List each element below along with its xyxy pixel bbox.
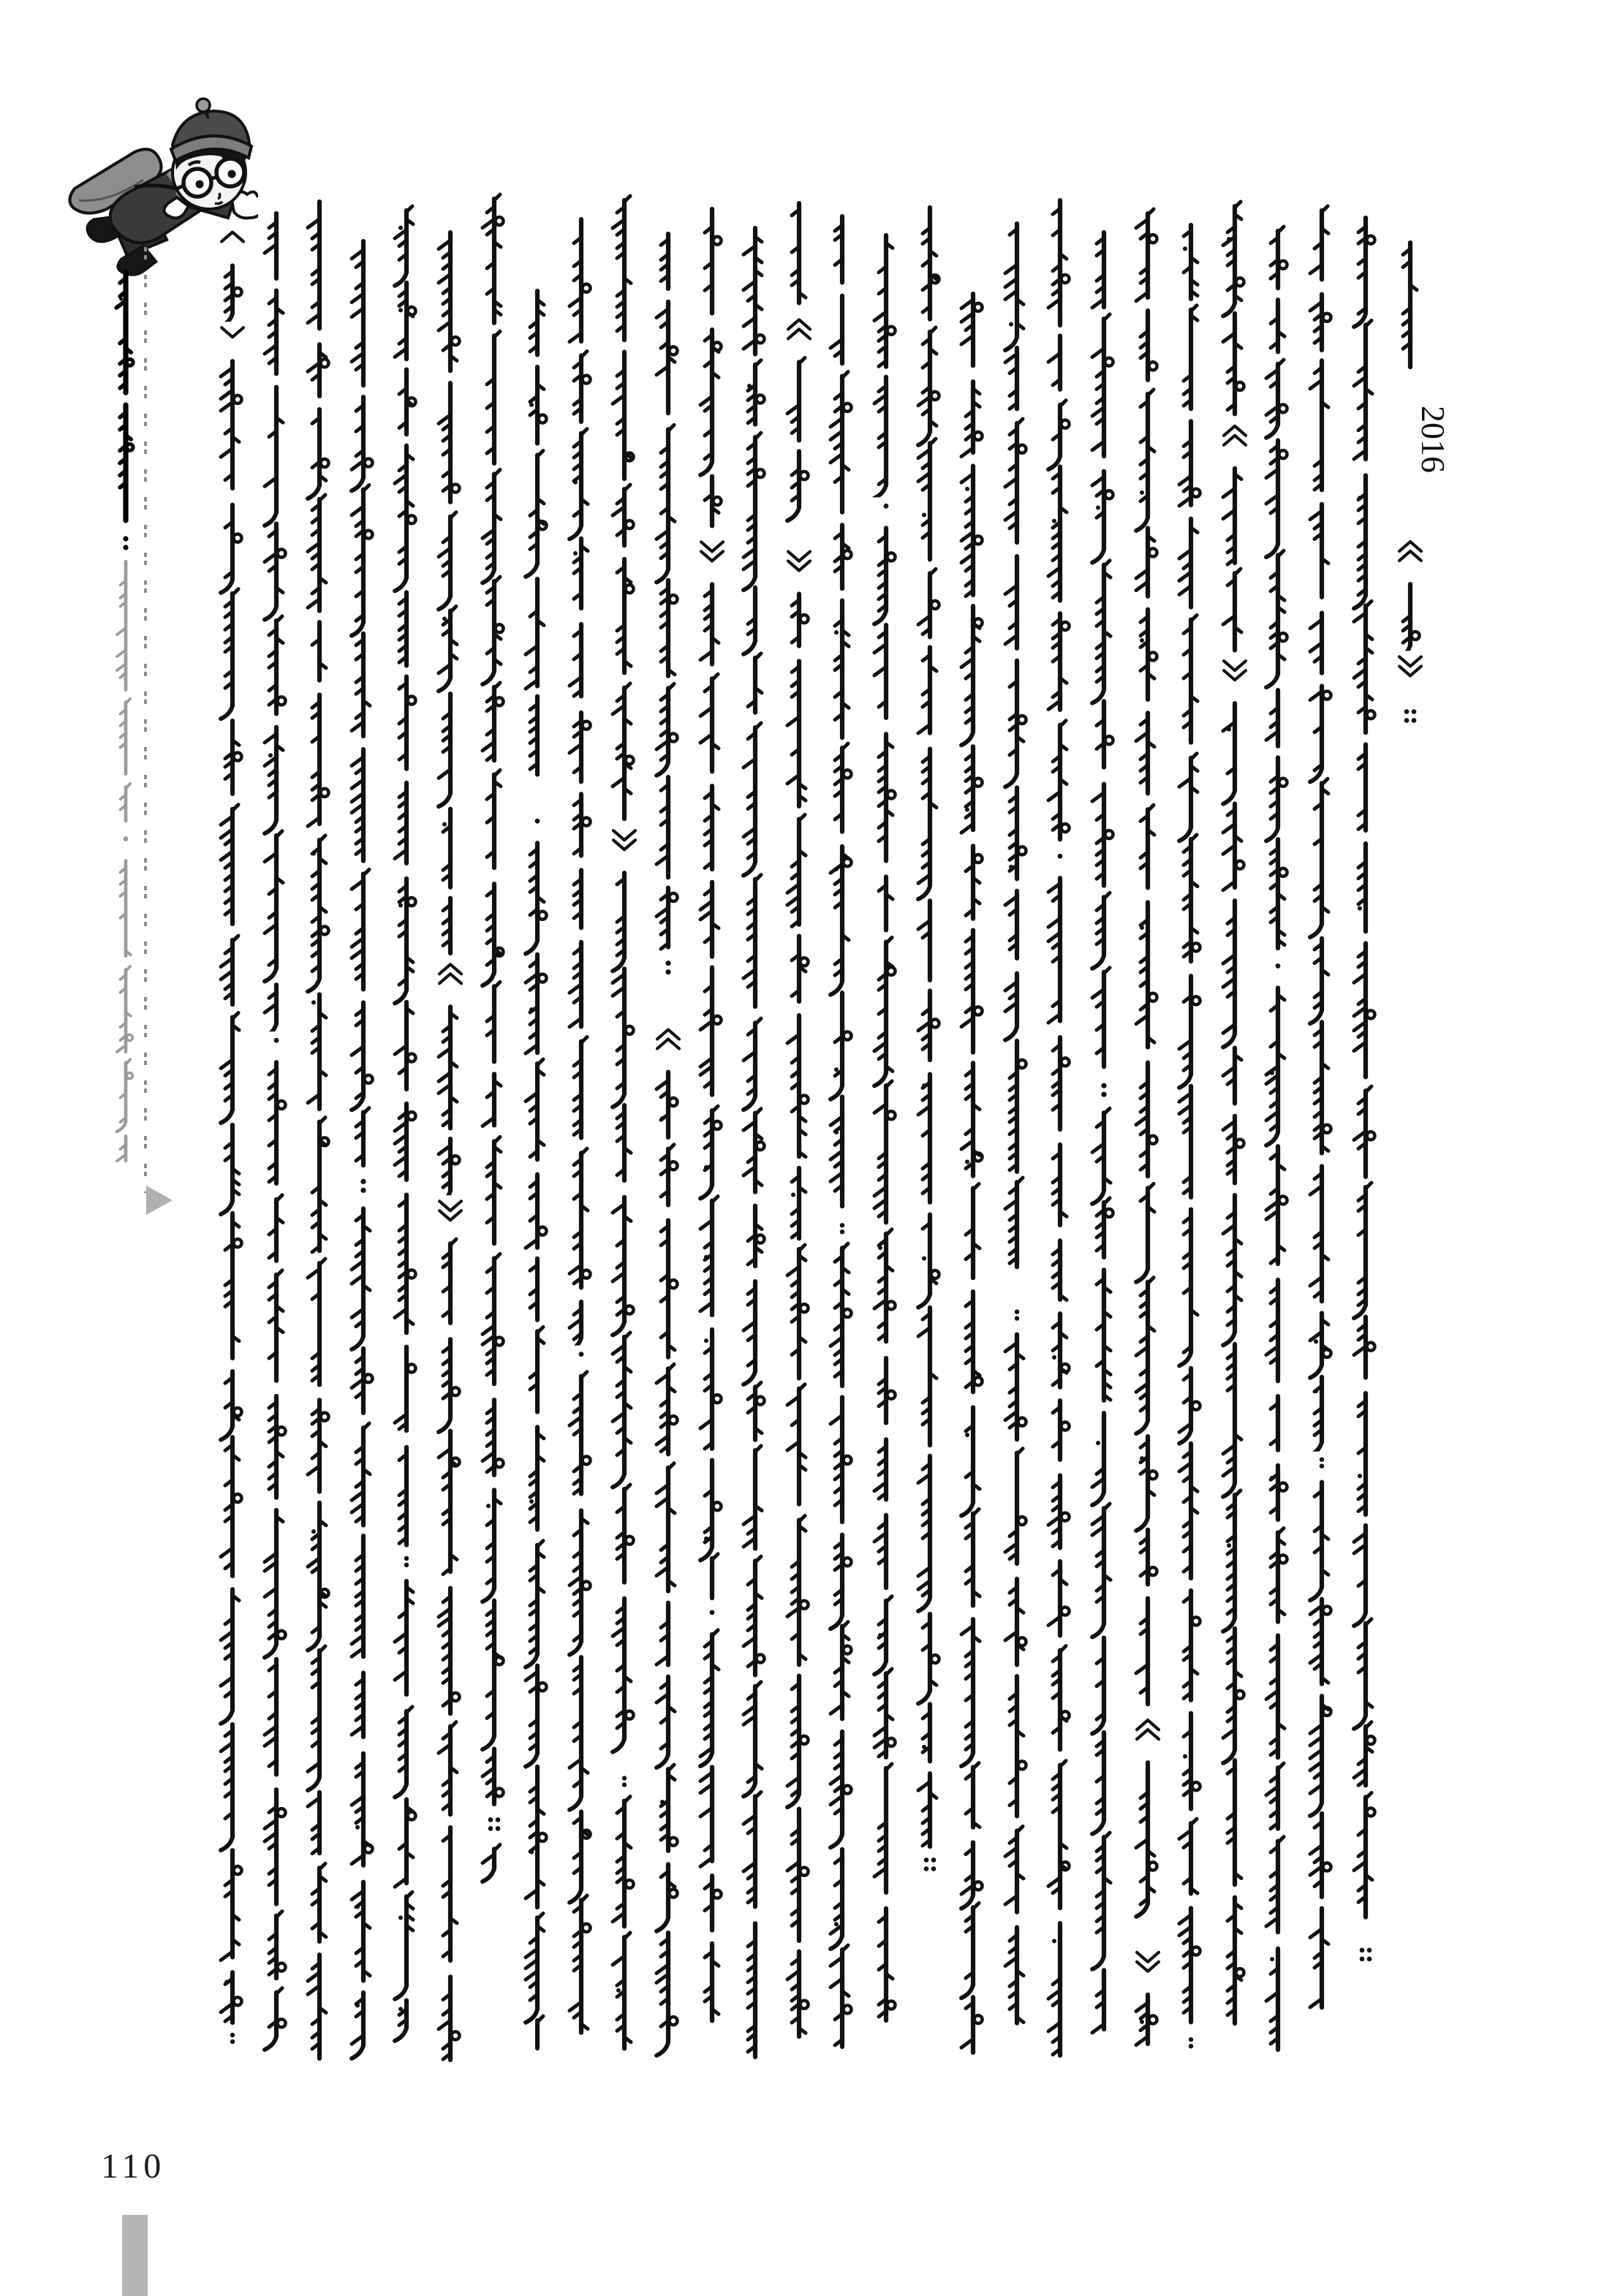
text-column xyxy=(651,234,686,2056)
text-column xyxy=(744,228,765,2057)
text-column xyxy=(346,241,381,2058)
text-column xyxy=(564,219,599,2033)
text-column xyxy=(1043,200,1078,2056)
text-column xyxy=(520,291,555,2048)
text-column xyxy=(1217,202,1252,2023)
text-column xyxy=(999,224,1034,2023)
svg-text:2016: 2016 xyxy=(1415,406,1452,474)
text-column xyxy=(1304,206,1339,2007)
text-column xyxy=(1173,225,1208,2052)
text-column xyxy=(869,235,904,2020)
text-column xyxy=(825,216,860,2047)
text-column xyxy=(1130,209,1165,2045)
text-column xyxy=(389,206,424,2041)
text-column xyxy=(308,202,329,2058)
text-column xyxy=(1086,232,1121,2033)
text-column xyxy=(1260,227,1295,2050)
text-column xyxy=(912,208,947,1879)
page-number: 110 xyxy=(101,2147,166,2186)
text-column xyxy=(259,213,294,2050)
text-column xyxy=(477,194,512,1882)
footer-bar xyxy=(122,2215,148,2296)
text-column xyxy=(607,196,642,2048)
text-column xyxy=(215,227,250,2047)
text-column xyxy=(1348,218,1383,1969)
text-column xyxy=(1393,243,1452,731)
text-column xyxy=(695,209,730,2020)
text-column xyxy=(961,294,983,2053)
text-column xyxy=(433,232,468,2060)
text-column xyxy=(782,203,817,2037)
